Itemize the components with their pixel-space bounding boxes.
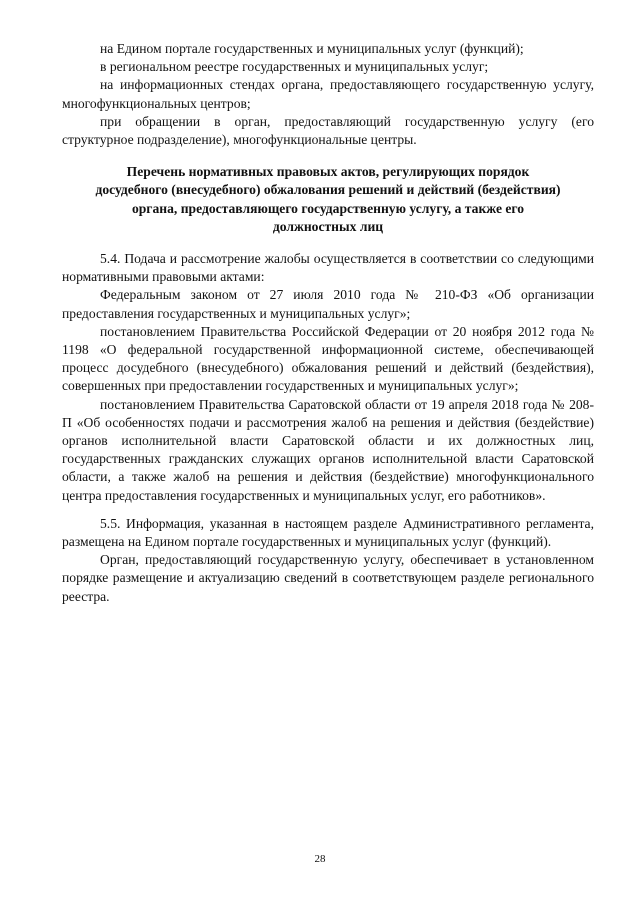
heading-line: органа, предоставляющего государственную услугу, а также его [131,200,525,216]
section-5-5 [62,515,594,606]
heading-line: досудебного (внесудебного) обжалования решений и действий (бездействия) [95,182,561,198]
heading-line: Перечень нормативных правовых актов, регулирующих порядок [126,164,530,180]
paragraph: при обращении в орган, предоставляющий государственную услугу (его структурное подразделение), многофункциональные центры. [62,113,594,148]
heading-line: должностных лиц [272,218,384,234]
paragraph: в региональном реестре государственных и муниципальных услуг; [100,59,489,75]
paragraph: постановлением Правительства Российской Федерации от 20 ноября 2012 года № 1198 «О федеральной государственной информационной системе, обеспечивающей процесс досудебного (внесудебного) обжалования решений и действий (бездействия), совершенных при предоставлении государственных и муниципальных услуг»; [62,323,594,394]
section-heading [62,163,594,236]
paragraph: на информационных стендах органа, предоставляющего государственную услугу, многофункциональных центров; [62,77,594,111]
document-page [62,40,594,606]
paragraph: Орган, предоставляющий государственную услугу, обеспечивает в установленном порядке размещение и актуализацию сведений в соответствующем разделе регионального реестра. [62,552,594,604]
paragraph: 5.4. Подача и рассмотрение жалобы осуществляется в соответствии со следующими нормативными правовыми актами: [62,251,594,285]
page-number: 28 [314,853,326,865]
section-5-4 [62,250,594,505]
paragraph: 5.5. Информация, указанная в настоящем разделе Административного регламента, размещена на Едином портале государственных и муниципальных услуг (функций). [62,515,594,550]
spacer [62,505,594,515]
paragraph: постановлением Правительства Саратовской области от 19 апреля 2018 года № 208-П «Об особенностях подачи и рассмотрения жалоб на решения и действия (бездействие) органов исполнительной власти Саратовской области и их должностных лиц, государственных гражданских служащих органов исполнительной власти Саратовской области, а также жалоб на решения и действия (бездействие) многофункционального центра предоставления государственных и муниципальных услуг, его работников». [62,396,594,503]
top-list [62,40,594,149]
paragraph: Федеральным законом от 27 июля 2010 года № 210-ФЗ «Об организации предоставления государственных и муниципальных услуг»; [62,287,594,321]
paragraph: на Едином портале государственных и муниципальных услуг (функций); [100,41,524,56]
